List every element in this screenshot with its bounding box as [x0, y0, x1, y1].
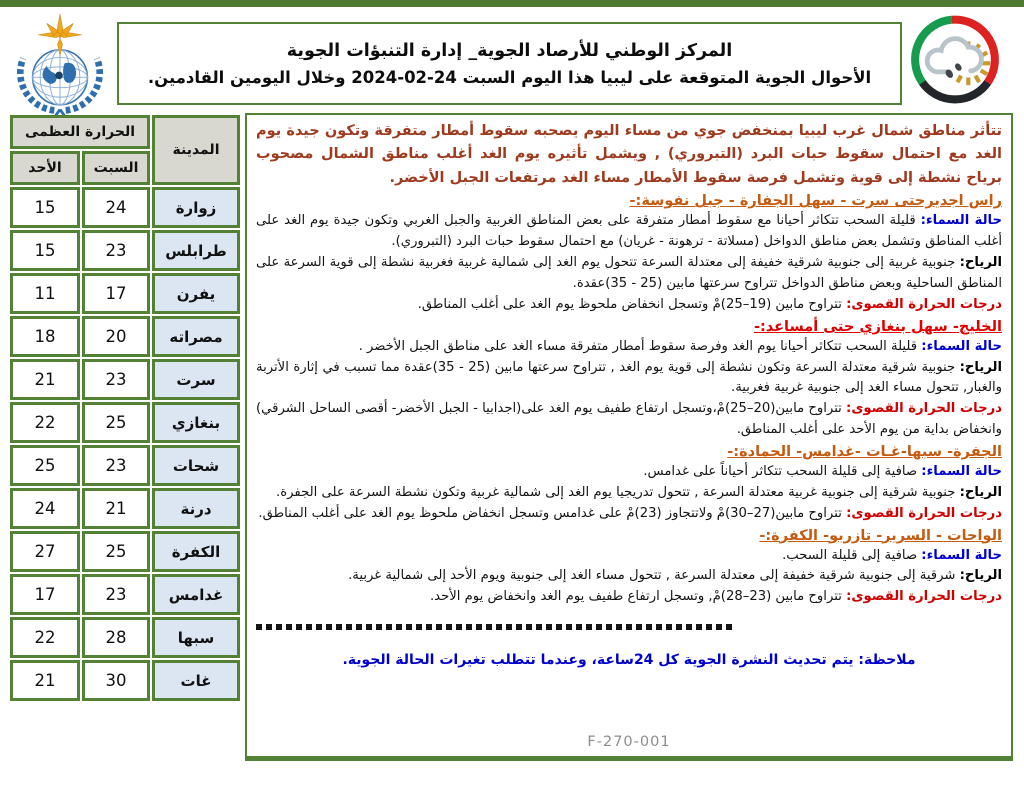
sky-condition-line [256, 337, 1002, 358]
sat-temp-cell: 25 [82, 402, 150, 443]
sat-temp-cell: 21 [82, 488, 150, 529]
region-heading: الخليج- سهل بنغازي حتى أمساعد:- [753, 318, 1002, 335]
sky-label: حالة السماء: [921, 464, 1002, 480]
city-cell: طرابلس [152, 230, 240, 271]
max-temp-line [256, 587, 1002, 608]
temps-city-header: المدينة [152, 115, 240, 185]
region-heading: الجفرة- سبها-غـات -غدامس- الحمادة:- [727, 444, 1002, 461]
sun-temp-cell: 21 [10, 359, 80, 400]
sun-temp-cell: 15 [10, 230, 80, 271]
sky-condition-line [256, 211, 1002, 253]
nmc-libya-logo [905, 12, 1005, 107]
sky-label: حالة السماء: [921, 547, 1002, 563]
sat-temp-cell: 24 [82, 187, 150, 228]
sun-temp-cell: 18 [10, 316, 80, 357]
temps-sat-header: السبت [82, 151, 150, 185]
sat-temp-cell: 30 [82, 660, 150, 701]
table-row [10, 230, 240, 271]
table-row [10, 617, 240, 658]
city-cell: غات [152, 660, 240, 701]
city-cell: شحات [152, 445, 240, 486]
wind-text: شرقية إلى جنوبية شرقية خفيفة إلى معتدلة السرعة , تتحول مساء الغد إلى جنوبية ويوم الأحد إلى شمالية غربية. [348, 568, 956, 584]
region-heading: راس اجديرحتى سرت - سهل الجفارة - جبل نفوسة:- [629, 193, 1002, 210]
region-heading: الواحات - السرير- تازربو- الكفرة:- [759, 527, 1002, 544]
sat-temp-cell: 23 [82, 574, 150, 615]
max-temp-line [256, 295, 1002, 316]
temp-label: درجات الحرارة القصوى: [846, 296, 1002, 312]
sky-label: حالة السماء: [921, 338, 1002, 354]
wmo-logo [12, 13, 108, 117]
table-row [10, 187, 240, 228]
sat-temp-cell: 20 [82, 316, 150, 357]
table-row [10, 660, 240, 701]
sun-temp-cell: 15 [10, 187, 80, 228]
wind-text: جنوبية غربية إلى جنوبية شرقية خفيفة إلى معتدلة السرعة تتحول يوم الغد إلى شمالية غربية فغربية نشطة إلى قوية السرعة على المناطق الساحلية وبعض مناطق الدواخل تتراوح سرعتها مابين (25 - 35)عقدة. [256, 255, 1002, 292]
temp-text: تتراوح مابين(20–25)مْ،وتسجل ارتفاع طفيف يوم الغد على(اجدابيا - الجبل الأخضر- أقصى الساحل الشرقي) وانخفاض بداية من يوم الأحد على أغلب المناطق. [256, 401, 1002, 438]
dotted-separator [256, 624, 736, 630]
sun-temp-cell: 22 [10, 617, 80, 658]
city-cell: زوارة [152, 187, 240, 228]
city-cell: مصراته [152, 316, 240, 357]
form-code: F-270-001 [587, 734, 671, 750]
table-row [10, 488, 240, 529]
sat-temp-cell: 28 [82, 617, 150, 658]
wind-label: الرياح: [959, 568, 1002, 584]
sky-text: صافية إلى قليلة السحب تتكاثر أحياناً على غدامس. [643, 464, 918, 480]
city-cell: سرت [152, 359, 240, 400]
header-box [117, 22, 902, 105]
wind-line [256, 483, 1002, 504]
sat-temp-cell: 25 [82, 531, 150, 572]
wind-label: الرياح: [959, 359, 1003, 375]
sat-temp-cell: 23 [82, 230, 150, 271]
wind-line [256, 566, 1002, 587]
wmo-logo-graphic [12, 13, 108, 117]
sky-text: صافية إلى قليلة السحب. [782, 547, 918, 563]
temp-text: تتراوح مابين(27–30)مْ ولاتتجاوز (23)مْ على غدامس وتسجل انخفاض ملحوظ يوم الغد على أغلب المناطق. [258, 505, 842, 521]
sun-temp-cell: 25 [10, 445, 80, 486]
wind-text: جنوبية شرقية معتدلة السرعة وتكون نشطة إلى قوية يوم الغد , تتراوح سرعتها مابين (25 - 35)عقدة مما تسبب في إثارة الأتربة والغبار, تتحول مساء الغد إلى جنوبية غربية فغربية. [256, 359, 1002, 396]
wind-text: جنوبية شرقية إلى جنوبية غربية معتدلة السرعة , تتحول تدريجيا يوم الغد إلى شمالية غربية وتكون نشطة السرعة على الجفرة. [276, 484, 956, 500]
temps-maxtemp-header: الحرارة العظمى [10, 115, 150, 149]
sun-temp-cell: 24 [10, 488, 80, 529]
temp-text: تتراوح مابين (19–25)مْ وتسجل انخفاض ملحوظ يوم الغد على أغلب المناطق. [417, 296, 842, 312]
temp-label: درجات الحرارة القصوى: [846, 505, 1002, 521]
city-cell: سبها [152, 617, 240, 658]
city-cell: درنة [152, 488, 240, 529]
table-row [10, 402, 240, 443]
nmc-logo-graphic [905, 12, 1005, 107]
wind-line [256, 358, 1002, 400]
temp-label: درجات الحرارة القصوى: [846, 401, 1002, 417]
sun-temp-cell: 21 [10, 660, 80, 701]
max-temps-table [8, 113, 242, 703]
table-row [10, 531, 240, 572]
wind-label: الرياح: [959, 484, 1002, 500]
sun-temp-cell: 11 [10, 273, 80, 314]
sky-label: حالة السماء: [920, 213, 1002, 229]
sun-temp-cell: 17 [10, 574, 80, 615]
table-row [10, 273, 240, 314]
sky-condition-line [256, 546, 1002, 567]
table-row [10, 574, 240, 615]
sat-temp-cell: 17 [82, 273, 150, 314]
city-cell: بنغازي [152, 402, 240, 443]
wind-label: الرياح: [959, 255, 1002, 271]
sky-text: قليلة السحب تتكاثر أحيانا يوم الغد وفرصة سقوط أمطار متفرقة مساء الغد على مناطق الجبل الأخضر . [358, 338, 918, 354]
max-temp-line [256, 399, 1002, 441]
sky-text: قليلة السحب تتكاثر أحيانا مع سقوط أمطار متفرقة على بعض المناطق الغربية والجبل الغربي وتكون جيدة يوم الغد على أغلب المناطق وتشمل بعض مناطق الدواخل (مسلاتة - ترهونة - غريان) مع احتمال سقوط حبات البرد (التبروري). [256, 213, 1002, 250]
temps-sun-header: الأحد [10, 151, 80, 185]
sat-temp-cell: 23 [82, 445, 150, 486]
sun-temp-cell: 27 [10, 531, 80, 572]
sat-temp-cell: 23 [82, 359, 150, 400]
city-cell: غدامس [152, 574, 240, 615]
max-temp-line [256, 504, 1002, 525]
wind-line [256, 253, 1002, 295]
table-row [10, 316, 240, 357]
sky-condition-line [256, 462, 1002, 483]
update-note: ملاحظة: يتم تحديث النشرة الجوية كل 24ساعة، وعندما تتطلب تغيرات الحالة الجوية. [342, 652, 916, 669]
table-row [10, 359, 240, 400]
city-cell: يفرن [152, 273, 240, 314]
table-row [10, 445, 240, 486]
temp-label: درجات الحرارة القصوى: [846, 589, 1002, 605]
sun-temp-cell: 22 [10, 402, 80, 443]
org-title: المركز الوطني للأرصاد الجوية_ إدارة التنبؤات الجوية [286, 40, 733, 61]
temp-text: تتراوح مابين (23–28)مْ, وتسجل ارتفاع طفيف يوم الغد وانخفاض يوم الأحد. [429, 589, 842, 605]
forecast-panel [245, 113, 1013, 761]
city-cell: الكفرة [152, 531, 240, 572]
synopsis-paragraph: تتأثر مناطق شمال غرب ليبيا بمنخفض جوي من مساء اليوم يصحبه سقوط أمطار متفرقة وتكون جيدة يوم الغد مع احتمال سقوط حبات البرد (التبروري) , ويشمل تأثيره يوم الغد أغلب مناطق الشمال مصحوب برياح نشطة إلى قوية وتشمل فرصة سقوط الأمطار مساء الغد مرتفعات الجبل الأخضر. [256, 123, 1002, 186]
top-green-bar [0, 0, 1024, 7]
bulletin-subtitle: الأحوال الجوية المتوقعة على ليبيا هذا اليوم السبت 24-02-2024 وخلال اليومين القادمين. [147, 67, 872, 87]
